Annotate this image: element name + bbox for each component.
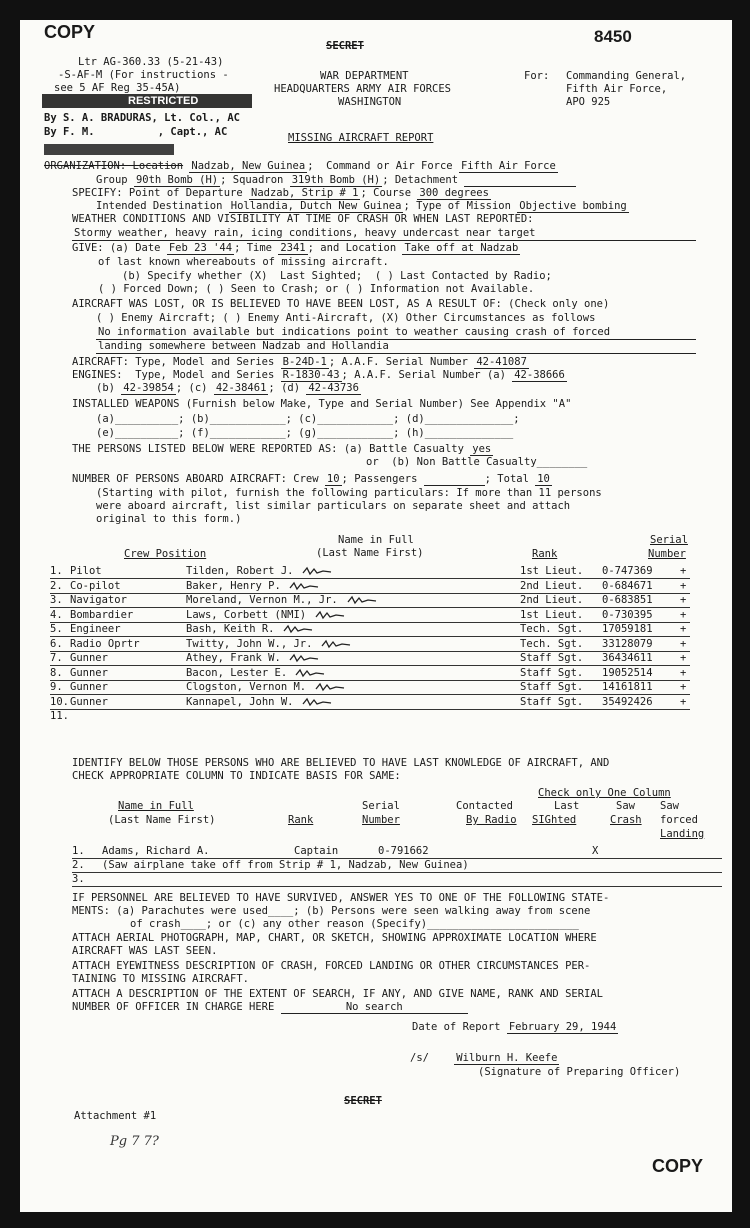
crew-name: Clogston, Vernon M. <box>186 681 307 693</box>
recipient-2: Fifth Air Force, <box>566 83 668 95</box>
crew-name: Moreland, Vernon M., Jr. <box>186 594 338 606</box>
crew-name: Twitty, John W., Jr. <box>186 637 313 650</box>
crew-col-serial-2: Number <box>648 548 686 560</box>
signature-line: /s/ Wilburn H. Keefe <box>410 1052 558 1064</box>
result-detail-2: landing somewhere between Nadzab and Hollandia <box>96 340 696 354</box>
w-col-contacted-2: By Radio <box>466 814 517 826</box>
weapons-label: INSTALLED WEAPONS (Furnish below Make, Type and Serial Number) See Appendix "A" <box>72 398 572 410</box>
copy-stamp-bottom: COPY <box>652 1156 704 1176</box>
crew-position: Engineer <box>70 623 121 635</box>
w-col-name-1: Name in Full <box>118 800 194 812</box>
crew-row <box>50 710 690 723</box>
crew-row <box>50 652 690 666</box>
engines-serial-line: (b) 42-39854 ; (c) 42-38461 ; (d) 42-43736 <box>96 382 359 394</box>
date-of-report: Date of Report February 29, 1944 <box>412 1021 617 1033</box>
particulars-2: were aboard aircraft, list similar particulars on separate sheet and attach <box>96 500 571 512</box>
w-col-saw-1: Saw <box>616 800 635 812</box>
survived-1: IF PERSONNEL ARE BELIEVED TO HAVE SURVIVED, ANSWER YES TO ONE OF THE FOLLOWING STATE- <box>72 892 610 904</box>
crew-serial: 0-747369 <box>602 565 653 577</box>
serial-tick-mark: + <box>680 681 687 693</box>
crew-rank: Staff Sgt. <box>520 681 584 693</box>
crew-serial: 14161811 <box>602 681 653 693</box>
witness-row: 1. Adams, Richard A. Captain 0-791662 X <box>72 845 722 859</box>
crew-position: Gunner <box>70 666 108 679</box>
w-col-contacted-1: Contacted <box>456 800 513 812</box>
crew-position: Gunner <box>70 681 108 693</box>
crew-row-number: 11. <box>50 710 69 722</box>
crew-serial: 19052514 <box>602 666 653 679</box>
handwritten-check-mark <box>314 681 354 693</box>
crew-name: Kannapel, John W. <box>186 695 294 708</box>
crew-name: Bacon, Lester E. <box>186 666 288 679</box>
crew-row-number: 3. <box>50 594 63 606</box>
casualty-line-1: THE PERSONS LISTED BELOW WERE REPORTED AS: (a) Battle Casualty yes <box>72 443 492 455</box>
crew-row-number: 10. <box>50 695 69 708</box>
crew-row <box>50 580 690 594</box>
handwritten-check-mark <box>301 696 341 708</box>
crew-rank: 1st Lieut. <box>520 565 584 577</box>
crew-serial: 36434611 <box>602 652 653 664</box>
serial-tick-mark: + <box>680 652 687 664</box>
crew-position: Pilot <box>70 565 102 577</box>
identify-2: CHECK APPROPRIATE COLUMN TO INDICATE BASIS FOR SAME: <box>72 770 401 782</box>
weapons-row-2: (e)__________; (f)____________; (g)____________; (h)______________ <box>96 427 514 439</box>
result-label: AIRCRAFT WAS LOST, OR IS BELIEVED TO HAVE BEEN LOST, AS A RESULT OF: (Check only one) <box>72 298 610 310</box>
crew-row <box>50 638 690 652</box>
crew-row-number: 2. <box>50 579 63 592</box>
dept-line-3: WASHINGTON <box>338 96 402 108</box>
result-detail-1: No information available but indications point to weather causing crash of forced <box>96 326 696 340</box>
crew-row <box>50 696 690 710</box>
redaction-bar <box>44 144 174 155</box>
w-col-name-2: (Last Name First) <box>108 814 216 826</box>
crew-rank: Staff Sgt. <box>520 652 584 664</box>
crew-serial: 0-683851 <box>602 594 653 606</box>
survived-3: of crash____; or (c) any other reason (Specify)________________________ <box>130 918 579 930</box>
crew-rank: Tech. Sgt. <box>520 637 584 650</box>
crew-position: Navigator <box>70 594 127 606</box>
w-col-saw-forced-3: Landing <box>660 828 705 840</box>
copy-stamp-top: COPY <box>44 22 96 42</box>
serial-tick-mark: + <box>680 579 687 592</box>
crew-serial: 17059181 <box>602 623 653 635</box>
serial-tick-mark: + <box>680 695 687 708</box>
forced-line: ( ) Forced Down; ( ) Seen to Crash; or ( ) Information not Available. <box>98 283 535 295</box>
particulars-1: (Starting with pilot, furnish the following particulars: If more than 11 persons <box>96 487 602 499</box>
declassifier-1: By S. A. BRADURAS, Lt. Col., AC <box>44 112 240 124</box>
doc-number: 8450 <box>594 27 632 46</box>
serial-tick-mark: + <box>680 637 687 650</box>
crew-row <box>50 594 690 608</box>
crew-row-number: 8. <box>50 666 63 679</box>
crew-name: Tilden, Robert J. <box>186 565 294 577</box>
crew-position: Gunner <box>70 652 108 664</box>
recipient-1: Commanding General, <box>566 70 687 82</box>
crew-serial: 33128079 <box>602 637 653 650</box>
handwritten-check-mark <box>320 638 360 650</box>
w-col-saw-forced-1: Saw <box>660 800 679 812</box>
crew-row-number: 1. <box>50 565 63 577</box>
handwritten-check-mark <box>314 609 354 621</box>
attachment-label: Attachment #1 <box>74 1110 157 1122</box>
serial-tick-mark: + <box>680 565 687 577</box>
crew-col-position: Crew Position <box>124 548 207 560</box>
crew-serial: 35492426 <box>602 695 653 708</box>
handwritten-check-mark <box>294 667 334 679</box>
letter-ref: Ltr AG-360.33 (5-21-43) <box>78 56 224 68</box>
serial-tick-mark: + <box>680 608 687 621</box>
restricted-stamp: RESTRICTED <box>128 95 199 107</box>
location-line: ORGANIZATION: Location Nadzab, New Guinea ; Command or Air Force Fifth Air Force <box>44 160 556 172</box>
crew-row-number: 9. <box>50 681 63 693</box>
crew-rank: Tech. Sgt. <box>520 623 584 635</box>
particulars-3: original to this form.) <box>96 513 242 525</box>
crew-row-number: 4. <box>50 608 63 621</box>
w-col-saw-forced-2: forced <box>660 814 698 826</box>
w-col-serial-2: Number <box>362 814 400 826</box>
crew-row <box>50 667 690 681</box>
witness-row: 2. (Saw airplane take off from Strip # 1, Nadzab, New Guinea) <box>72 859 722 873</box>
destination-line: Intended Destination Hollandia, Dutch New Guinea ; Type of Mission Objective bombing <box>96 200 627 212</box>
crew-rank: 2nd Lieut. <box>520 594 584 606</box>
report-title: MISSING AIRCRAFT REPORT <box>288 132 434 144</box>
sighted-line: (b) Specify whether (X) Last Sighted; ( ) Last Contacted by Radio; <box>122 270 552 282</box>
crew-row <box>50 609 690 623</box>
check-column-label: Check only One Column <box>538 787 671 799</box>
crew-row-number: 7. <box>50 652 63 664</box>
dept-line-2: HEADQUARTERS ARMY AIR FORCES <box>274 83 452 95</box>
crew-row-number: 6. <box>50 637 63 650</box>
handwritten-check-mark <box>301 565 341 577</box>
attach-eyewitness-2: TAINING TO MISSING AIRCRAFT. <box>72 973 250 985</box>
handwritten-check-mark <box>282 623 322 635</box>
identify-1: IDENTIFY BELOW THOSE PERSONS WHO ARE BELIEVED TO HAVE LAST KNOWLEDGE OF AIRCRAFT, AND <box>72 757 610 769</box>
crew-rank: 1st Lieut. <box>520 608 584 621</box>
attach-photo-1: ATTACH AERIAL PHOTOGRAPH, MAP, CHART, OR SKETCH, SHOWING APPROXIMATE LOCATION WHERE <box>72 932 597 944</box>
weapons-row-1: (a)__________; (b)____________; (c)____________; (d)______________; <box>96 413 520 425</box>
w-col-last-1: Last <box>554 800 580 812</box>
crew-position: Radio Oprtr <box>70 637 140 650</box>
for-label: For: <box>524 70 550 82</box>
witness-row: 3. <box>72 873 722 887</box>
crew-row <box>50 623 690 637</box>
attach-eyewitness-1: ATTACH EYEWITNESS DESCRIPTION OF CRASH, FORCED LANDING OR OTHER CIRCUMSTANCES PER- <box>72 960 591 972</box>
crew-rank: Staff Sgt. <box>520 666 584 679</box>
casualty-line-2: or (b) Non Battle Casualty________ <box>366 456 588 468</box>
handwritten-check-mark <box>288 580 328 592</box>
engines-line: ENGINES: Type, Model and Series R-1830-43 ; A.A.F. Serial Number (a) 42-38666 <box>72 369 565 381</box>
crew-name: Baker, Henry P. <box>186 579 281 592</box>
serial-tick-mark: + <box>680 666 687 679</box>
crew-position: Bombardier <box>70 608 134 621</box>
signature-label: (Signature of Preparing Officer) <box>478 1066 681 1078</box>
handwritten-check-mark <box>288 652 328 664</box>
date-line: GIVE: (a) Date Feb 23 '44 ; Time 2341 ; and Location Take off at Nadzab <box>72 242 519 254</box>
secret-stamp-top: SECRET <box>326 40 364 52</box>
crew-name: Laws, Corbett (NMI) <box>186 608 307 621</box>
survived-2: MENTS: (a) Parachutes were used____; (b) Persons were seen walking away from scene <box>72 905 591 917</box>
attach-search-1: ATTACH A DESCRIPTION OF THE EXTENT OF SEARCH, IF ANY, AND GIVE NAME, RANK AND SERIAL <box>72 988 604 1000</box>
instructions-ref: -S-AF-M (For instructions - <box>58 69 229 81</box>
dept-line-1: WAR DEPARTMENT <box>320 70 409 82</box>
attach-search-2: NUMBER OF OFFICER IN CHARGE HERE No search <box>72 1001 466 1013</box>
last-known-line: of last known whereabouts of missing aircraft. <box>98 256 389 268</box>
crew-rank: Staff Sgt. <box>520 695 584 708</box>
crew-row <box>50 681 690 695</box>
crew-name: Bash, Keith R. <box>186 623 275 635</box>
result-options: ( ) Enemy Aircraft; ( ) Enemy Anti-Aircraft, (X) Other Circumstances as follows <box>96 312 596 324</box>
crew-col-name-2: (Last Name First) <box>316 547 424 559</box>
group-line: Group 90th Bomb (H) ; Squadron 319th Bomb (H) ; Detachment <box>96 174 576 187</box>
crew-position: Co-pilot <box>70 579 121 592</box>
secret-stamp-bottom: SECRET <box>344 1095 382 1107</box>
w-col-rank: Rank <box>288 814 314 826</box>
recipient-3: APO 925 <box>566 96 611 108</box>
serial-tick-mark: + <box>680 594 687 606</box>
w-col-serial-1: Serial <box>362 800 400 812</box>
instructions-ref-2: see 5 AF Reg 35-45A) <box>54 82 181 94</box>
departure-line: SPECIFY: Point of Departure Nadzab, Strip # 1 ; Course 300 degrees <box>72 187 489 199</box>
handwritten-page-note: Pg 7 7? <box>110 1134 159 1149</box>
crew-serial: 0-730395 <box>602 608 653 621</box>
aircraft-line: AIRCRAFT: Type, Model and Series B-24D-1 ; A.A.F. Serial Number 42-41087 <box>72 356 527 368</box>
crew-rank: 2nd Lieut. <box>520 579 584 592</box>
w-col-last-2: SIGhted <box>532 814 577 826</box>
document-sheet <box>20 20 732 1212</box>
crew-col-rank: Rank <box>532 548 558 560</box>
crew-name: Athey, Frank W. <box>186 652 281 664</box>
persons-aboard-line: NUMBER OF PERSONS ABOARD AIRCRAFT: Crew 10 ; Passengers ; Total 10 <box>72 473 550 485</box>
crew-col-serial-1: Serial <box>650 534 688 546</box>
serial-tick-mark: + <box>680 623 687 635</box>
crew-col-name-1: Name in Full <box>338 534 414 546</box>
attach-photo-2: AIRCRAFT WAS LAST SEEN. <box>72 945 218 957</box>
crew-serial: 0-684671 <box>602 579 653 592</box>
weather-value: Stormy weather, heavy rain, icing conditions, heavy undercast near target <box>72 227 696 241</box>
handwritten-check-mark <box>346 594 386 606</box>
crew-row <box>50 565 690 579</box>
crew-position: Gunner <box>70 695 108 708</box>
crew-row-number: 5. <box>50 623 63 635</box>
weather-label: WEATHER CONDITIONS AND VISIBILITY AT TIME OF CRASH OR WHEN LAST REPORTED: <box>72 213 534 225</box>
w-col-saw-2: Crash <box>610 814 642 826</box>
declassifier-2: By F. M. , Capt., AC <box>44 126 228 138</box>
